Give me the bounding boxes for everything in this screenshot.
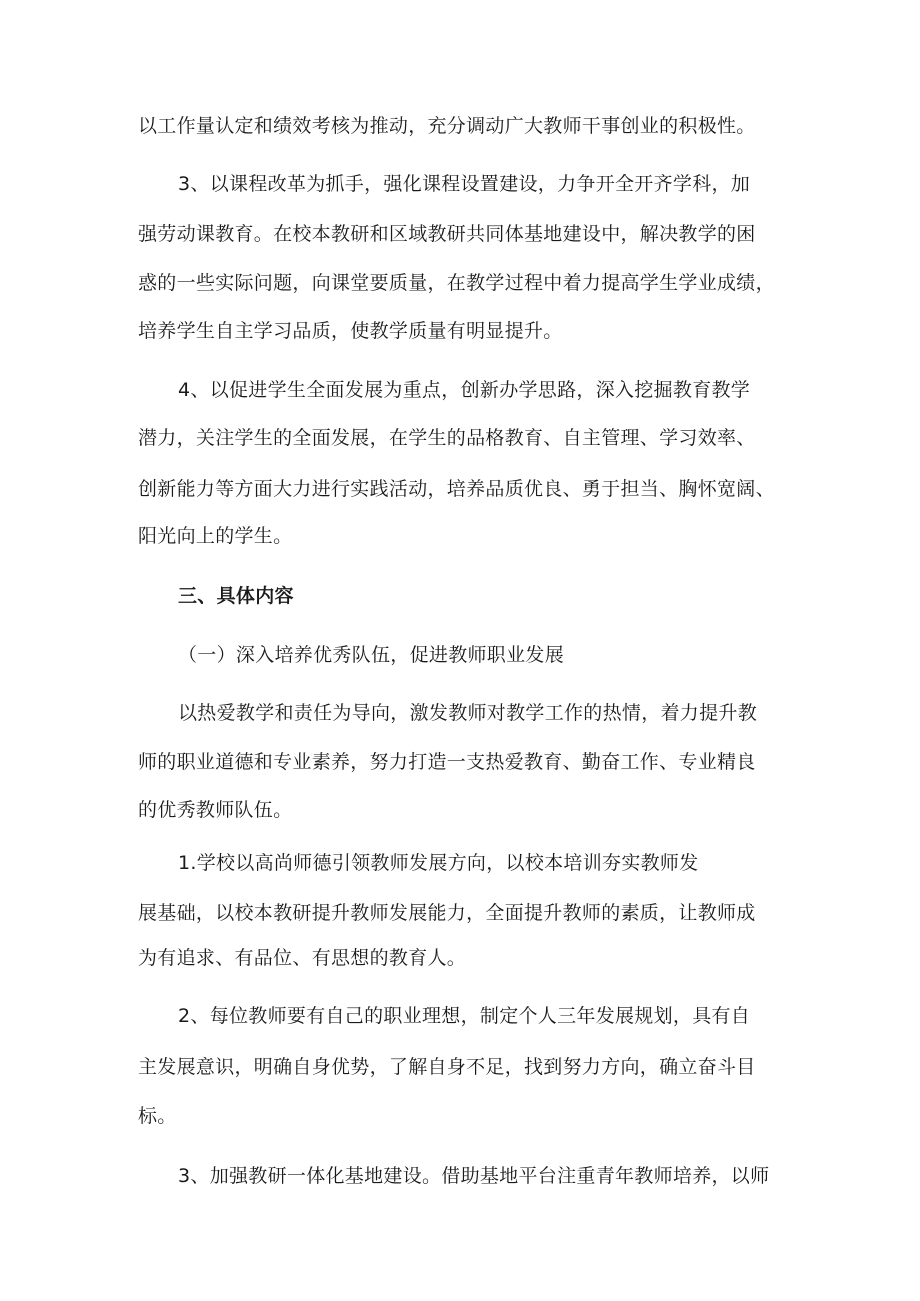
text-line: 标。 (138, 1105, 177, 1127)
text-line: 培养学生自主学习品质，使教学质量有明显提升。 (138, 320, 563, 342)
text-line: 师的职业道德和专业素养，努力打造一支热爱教育、勤奋工作、专业精良 (138, 751, 756, 773)
text-line: 主发展意识，明确自身优势，了解自身不足，找到努力方向，确立奋斗目 (138, 1056, 756, 1078)
text-line: 1.学校以高尚师德引领教师发展方向，以校本培训夯实教师发 (178, 852, 699, 874)
text-line: 阳光向上的学生。 (138, 525, 293, 547)
text-line: 4、以促进学生全面发展为重点，创新办学思路，深入挖掘教育教学 (178, 379, 751, 401)
text-line: 为有追求、有品位、有思想的教育人。 (138, 947, 467, 969)
text-line: 强劳动课教育。在校本教研和区域教研共同体基地建设中，解决教学的困 (138, 223, 756, 245)
text-line: 创新能力等方面大力进行实践活动，培养品质优良、勇于担当、胸怀宽阔、 (138, 478, 775, 500)
text-line: 惑的一些实际问题，向课堂要质量，在教学过程中着力提高学生学业成绩， (138, 272, 775, 294)
section-heading: 三、具体内容 (178, 585, 294, 607)
text-line: 3、以课程改革为抓手，强化课程设置建设，力争开全开齐学科，加 (178, 173, 751, 195)
text-line: 以热爱教学和责任为导向，激发教师对教学工作的热情，着力提升教 (178, 702, 758, 724)
subsection-heading: （一）深入培养优秀队伍，促进教师职业发展 (178, 644, 565, 666)
text-line: 潜力，关注学生的全面发展，在学生的品格教育、自主管理、学习效率、 (138, 427, 756, 449)
text-line: 2、每位教师要有自己的职业理想，制定个人三年发展规划，具有自 (178, 1005, 751, 1027)
text-line: 的优秀教师队伍。 (138, 799, 293, 821)
text-line: 展基础，以校本教研提升教师发展能力，全面提升教师的素质，让教师成 (138, 902, 756, 924)
text-line: 以工作量认定和绩效考核为推动，充分调动广大教师干事创业的积极性。 (138, 115, 756, 137)
text-line: 3、加强教研一体化基地建设。借助基地平台注重青年教师培养，以师 (178, 1165, 770, 1187)
